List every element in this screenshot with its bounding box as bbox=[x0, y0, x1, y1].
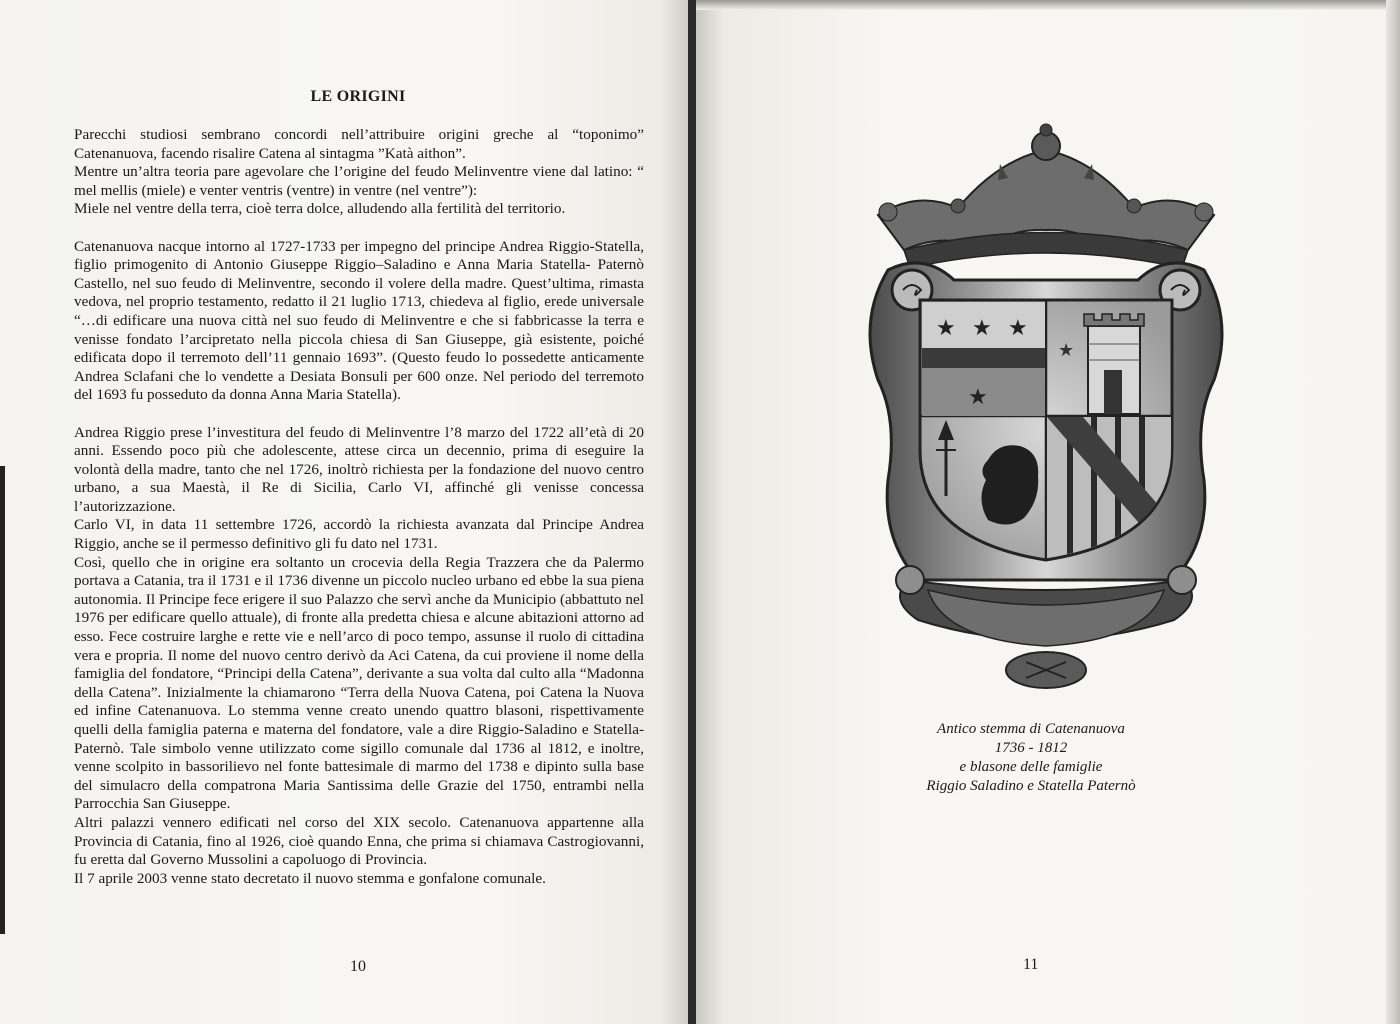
crown-icon bbox=[878, 124, 1214, 268]
paragraph: Andrea Riggio prese l’investitura del feudo di Melinventre l’8 marzo del 1722 all’età di 20 anni. Essendo poco più che adolescente, attese circa un decennio, prima di eseguire la volontà della madre, tanto che nel 1726, inoltrò richiesta per la fondazione del nuovo centro urbano, a sua Maestà, il Re di Sicilia, Carlo VI, affinché gli venisse concessa l’autorizzazione. bbox=[74, 423, 644, 515]
paragraph: Mentre un’altra teoria pare agevolare che l’origine del feudo Melinventre viene dal latino: “ mel mellis (miele) e venter ventris (ventre) in ventre (nel ventre”): bbox=[74, 163, 644, 199]
paragraph: Carlo VI, in data 11 settembre 1726, accordò la richiesta avanzata dal Principe Andrea Riggio, anche se il permesso definitivo gli fu dato nel 1731. bbox=[74, 516, 644, 553]
paragraph: Il 7 aprile 2003 venne stato decretato il nuovo stemma e gonfalone comunale. bbox=[74, 869, 546, 887]
caption-line: 1736 - 1812 bbox=[994, 740, 1068, 756]
image-caption bbox=[900, 720, 1162, 796]
caption-line: Antico stemma di Catenanuova bbox=[937, 721, 1125, 737]
paragraph: Così, quello che in origine era soltanto un crocevia della Regia Trazzera che da Palermo portava a Catania, tra il 1731 e il 1736 divenne un piccolo nucleo urbano ed ebbe la sua piena autonomia. Il Principe fece erigere il suo Palazzo che servì anche da Municipio (abbattuto nel 1976 per edificare quello attuale), di fronte alla predetta chiesa e alcune abitazioni attorno ad esso. Fece costruire larghe e rette vie e nell’arco di poco tempo, assunse il ruolo di cittadina vera e propria. Il nome del nuovo centro derivò da Aci Catena, da cui proviene il nome della famiglia del fondatore, “Principi della Catena”, derivante a sua volta dal culto alla “Madonna della Catena”. Inizialmente la chiamarono “Terra della Nuova Catena, poi Catena la Nuova ed infine Catenanuova. Lo stemma venne creato unendo quattro blasoni, rispettivamente quelli della famiglia paterna e materna del fondatore, vale a dire Riggio-Saladino e Statella-Paternò. Tale simbolo venne utilizzato come sigillo comunale dal 1736 al 1812, e inoltre, venne scolpito in bassorilievo nel fonte battesimale di marmo del 1738 e dipinto sulla base del simulacro della compatrona Maria Santissima delle Grazie del 1750, entrambi nella Parrocchia San Giuseppe. bbox=[74, 553, 644, 813]
coat-of-arms-illustration bbox=[848, 120, 1244, 704]
star-icon: ★ bbox=[968, 385, 988, 410]
star-icon: ★ bbox=[936, 316, 956, 341]
star-icon: ★ bbox=[1008, 316, 1028, 341]
page-number-left: 10 bbox=[350, 958, 366, 975]
star-icon: ★ bbox=[1058, 340, 1075, 361]
scan-edge-mark bbox=[0, 466, 5, 934]
page-number-right: 11 bbox=[1023, 956, 1039, 973]
paragraph: Miele nel ventre della terra, cioè terra dolce, alludendo alla fertilità del territorio. bbox=[74, 200, 566, 218]
tower-icon bbox=[1084, 314, 1144, 414]
paragraph: Altri palazzi vennero edificati nel corso del XIX secolo. Catenanuova appartenne alla Provincia di Catania, fino al 1926, cioè quando Enna, che prima si chiamava Castrogiovanni, fu eretta dal Governo Mussolini a capoluogo di Provincia. bbox=[74, 813, 644, 869]
page-edge bbox=[1386, 0, 1400, 1024]
paragraph: Catenanuova nacque intorno al 1727-1733 per impegno del principe Andrea Riggio-Statella, figlio primogenito di Antonio Giuseppe Riggio–Saladino e Anna Maria Statella- Paternò Castello, nel suo feudo di Melinventre, secondo il volere della madre. Quest’ultima, rimasta vedova, nel proprio testamento, redatto il 21 luglio 1713, chiedeva al figlio, erede universale “…di edificare una nuova città nel suo feudo di Melinventre e che si fabbricasse la terra e venisse fondato l’arcipretato nella piccola chiesa di San Giuseppe, già esistente, poiché edificata dopo il terremoto dell’11 gennaio 1693”. (Questo feudo lo possedette anticamente Andrea Sclafani che lo vendette a Desiata Bonsuli per 600 onze. Nel periodo del terremoto del 1693 fu posseduto da donna Anna Maria Statella). bbox=[74, 237, 644, 404]
caption-line: e blasone delle famiglie bbox=[959, 759, 1103, 775]
chapter-title: LE ORIGINI bbox=[310, 88, 406, 105]
body-text bbox=[74, 126, 644, 888]
caption-line: Riggio Saladino e Statella Paternò bbox=[926, 778, 1136, 794]
star-icon: ★ bbox=[972, 316, 992, 341]
book-gutter bbox=[688, 0, 696, 1024]
paragraph: Parecchi studiosi sembrano concordi nell’attribuire origini greche al “toponimo” Catenanuova, facendo risalire Catena al sintagma ”Katà aithon”. bbox=[74, 126, 644, 162]
page-top-shadow bbox=[696, 0, 1386, 10]
